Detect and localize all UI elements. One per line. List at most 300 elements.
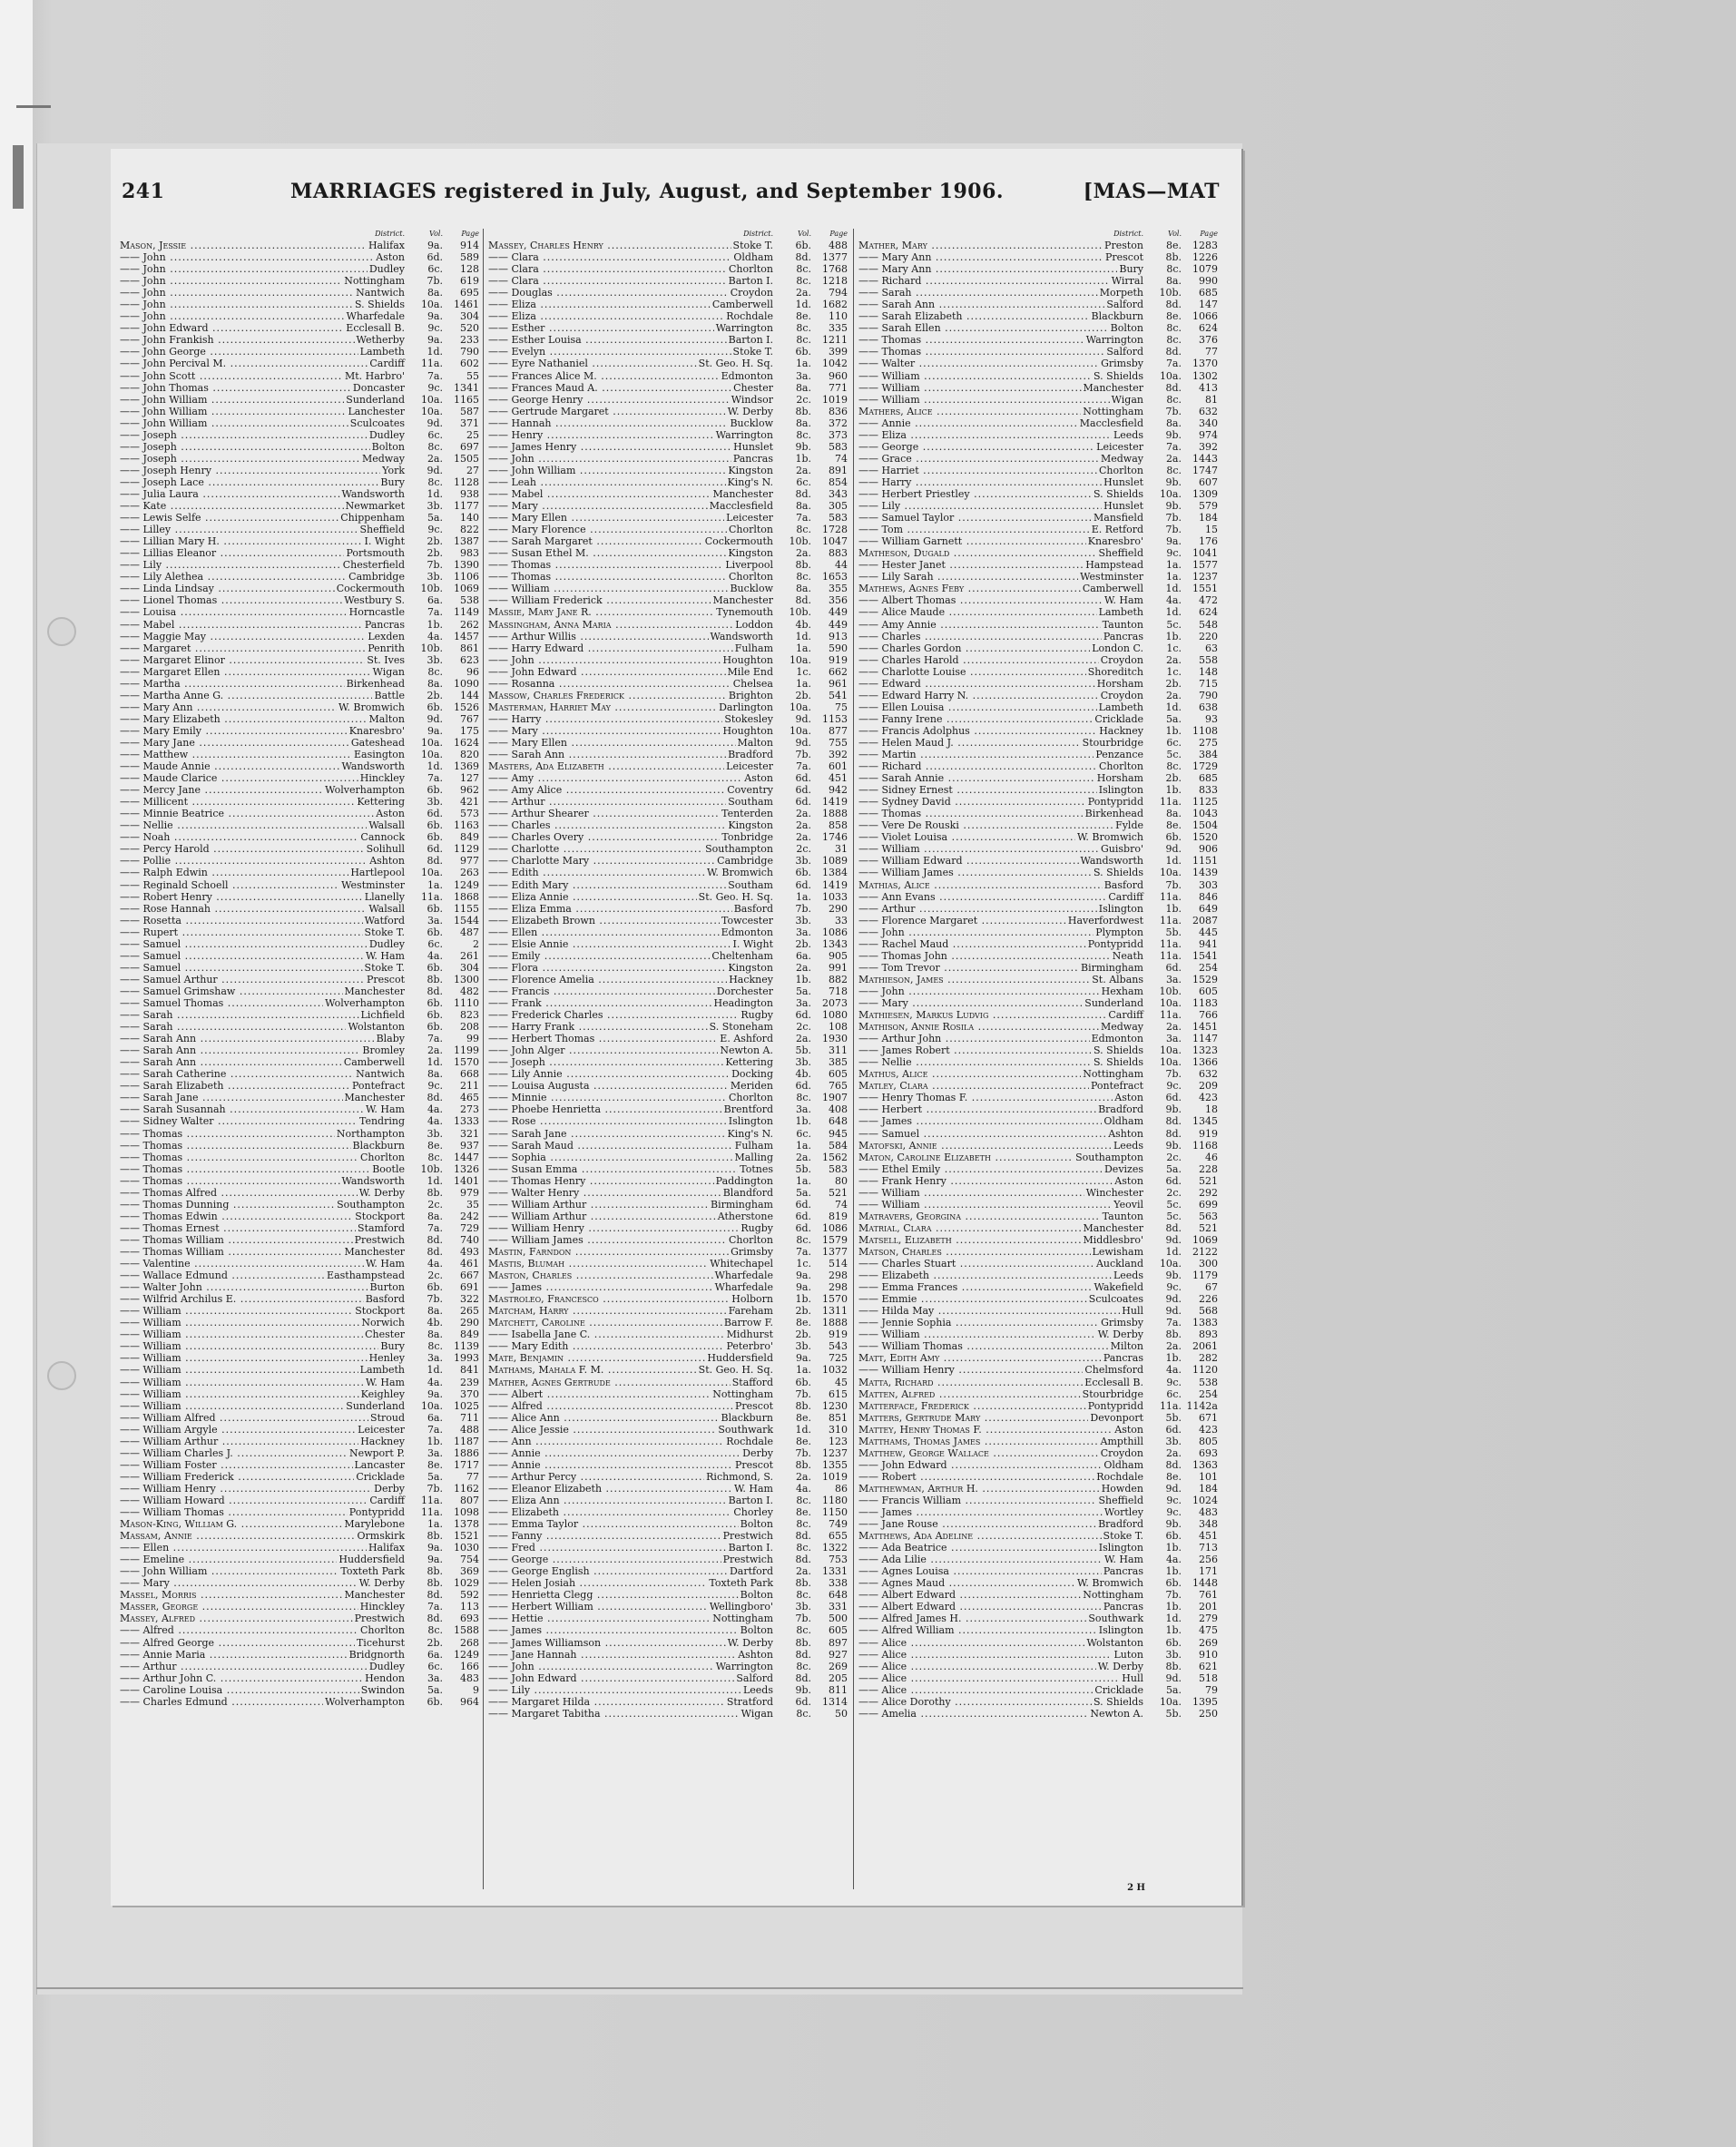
entry-page: 228 bbox=[1199, 1162, 1218, 1175]
entry-name: —— George ..... bbox=[488, 1554, 721, 1565]
entry-name: —— Gertrude Margaret ..... bbox=[488, 406, 726, 417]
entry-volume: 1b. bbox=[1165, 1565, 1182, 1578]
entry-page: 290 bbox=[829, 902, 848, 915]
entry-name: —— James ..... bbox=[488, 1624, 739, 1636]
entry-name: —— Alice ..... bbox=[858, 1649, 1112, 1661]
entry-name: —— William ..... bbox=[858, 370, 1092, 382]
register-entry bbox=[488, 974, 848, 985]
entry-page: 1155 bbox=[454, 902, 479, 915]
register-entry bbox=[120, 749, 479, 760]
register-entry bbox=[120, 891, 479, 903]
entry-name: —— William ..... bbox=[488, 583, 728, 594]
entry-volume: 10a. bbox=[1159, 1258, 1182, 1270]
entry-name: —— Samuel ..... bbox=[120, 938, 368, 950]
register-entry bbox=[858, 1459, 1218, 1471]
entry-name: —— William Henry ..... bbox=[120, 1483, 372, 1495]
entry-volume: 4b. bbox=[427, 1317, 443, 1329]
entry-district: W. Ham bbox=[1104, 1554, 1143, 1566]
entry-volume: 11a. bbox=[1159, 1009, 1182, 1022]
entry-page: 1090 bbox=[454, 677, 479, 690]
entry-district: Stoke T. bbox=[1103, 1530, 1143, 1543]
entry-volume: 2a. bbox=[795, 819, 811, 832]
entry-name: —— Eyre Nathaniel ..... bbox=[488, 358, 697, 369]
register-entry bbox=[858, 772, 1218, 784]
entry-district: Hexham bbox=[1101, 985, 1143, 997]
register-entry bbox=[858, 1103, 1218, 1115]
entry-district: Islington bbox=[728, 1115, 773, 1128]
entry-district: Cambridge bbox=[348, 571, 405, 583]
entry-volume: 5c. bbox=[1166, 618, 1182, 631]
entry-district: York bbox=[382, 464, 405, 476]
entry-volume: 9a. bbox=[1165, 535, 1182, 548]
entry-volume: 10b. bbox=[789, 606, 811, 619]
entry-volume: 1b. bbox=[1165, 724, 1182, 737]
entry-district: Bolton bbox=[371, 440, 405, 453]
entry-page: 740 bbox=[460, 1233, 479, 1246]
entry-page: 662 bbox=[829, 665, 848, 678]
entry-volume: 8b. bbox=[427, 973, 443, 985]
entry-district: Chorlton bbox=[728, 524, 773, 536]
entry-page: 46 bbox=[1205, 1151, 1218, 1163]
entry-page: 147 bbox=[1199, 299, 1218, 311]
entry-district: Wandsworth bbox=[1080, 855, 1143, 868]
entry-district: Morpeth bbox=[1099, 287, 1143, 299]
register-entry bbox=[120, 1222, 479, 1234]
entry-page: 1526 bbox=[454, 701, 479, 713]
entry-district: Yeovil bbox=[1113, 1198, 1143, 1211]
register-entry bbox=[488, 619, 848, 631]
register-entry bbox=[488, 1436, 848, 1447]
entry-name: —— Louisa Augusta ..... bbox=[488, 1080, 729, 1092]
entry-volume: 8d. bbox=[795, 1554, 811, 1566]
entry-district: Sheffield bbox=[1098, 547, 1143, 560]
entry-district: Wortley bbox=[1103, 1506, 1143, 1519]
register-entry bbox=[488, 263, 848, 275]
entry-volume: 9a. bbox=[427, 1542, 443, 1554]
entry-district: Wolstanton bbox=[1086, 1636, 1143, 1649]
entry-district: Ecclesall B. bbox=[1084, 1376, 1143, 1388]
entry-name: —— James Robert ..... bbox=[858, 1044, 1092, 1056]
entry-page: 292 bbox=[1199, 1186, 1218, 1199]
entry-district: Cockermouth bbox=[704, 535, 773, 548]
register-entry bbox=[858, 1033, 1218, 1044]
entry-page: 685 bbox=[1199, 287, 1218, 299]
entry-page: 1355 bbox=[822, 1458, 848, 1471]
entry-name: —— William Frederick ..... bbox=[488, 594, 711, 606]
entry-district: I. Wight bbox=[732, 937, 773, 950]
entry-volume: 1a. bbox=[1165, 571, 1182, 583]
register-entry bbox=[488, 1577, 848, 1589]
entry-page: 263 bbox=[460, 867, 479, 879]
register-entry bbox=[120, 571, 479, 583]
entry-volume: 6b. bbox=[1165, 831, 1182, 844]
entry-district: Leeds bbox=[1113, 1270, 1143, 1282]
entry-page: 1218 bbox=[822, 275, 848, 288]
entry-volume: 6d. bbox=[795, 1221, 811, 1234]
register-entry bbox=[120, 1624, 479, 1636]
entry-name: —— Eliza Ann ..... bbox=[488, 1495, 727, 1506]
register-entry bbox=[120, 1554, 479, 1565]
entry-volume: 8d. bbox=[795, 1530, 811, 1543]
entry-name: —— Charles Overy ..... bbox=[488, 831, 720, 843]
entry-name: —— Lily Alethea ..... bbox=[120, 571, 347, 583]
register-entry bbox=[120, 476, 479, 488]
entry-name: —— Alice Maude ..... bbox=[858, 606, 1097, 618]
register-entry bbox=[858, 1211, 1218, 1222]
entry-name: —— Florence Amelia ..... bbox=[488, 974, 727, 985]
entry-volume: 8a. bbox=[795, 500, 811, 513]
entry-page: 171 bbox=[1199, 1565, 1218, 1578]
entry-name: —— Minnie Beatrice ..... bbox=[120, 808, 374, 819]
register-entry bbox=[120, 382, 479, 394]
entry-volume: 5a. bbox=[1165, 712, 1182, 725]
register-entry bbox=[858, 1589, 1218, 1601]
entry-volume: 3b. bbox=[427, 653, 443, 666]
entry-name: —— Flora ..... bbox=[488, 962, 726, 974]
entry-page: 1868 bbox=[454, 890, 479, 903]
entry-page: 962 bbox=[460, 784, 479, 797]
entry-name: —— Thomas ..... bbox=[858, 808, 1084, 819]
entry-district: Islington bbox=[1098, 784, 1143, 797]
entry-name: —— Susan Emma ..... bbox=[488, 1163, 738, 1175]
entry-page: 1729 bbox=[1192, 760, 1218, 773]
entry-district: Wellingboro' bbox=[709, 1601, 773, 1613]
entry-volume: 9d. bbox=[427, 464, 443, 476]
register-entry bbox=[120, 1009, 479, 1021]
entry-name: —— Amelia ..... bbox=[858, 1708, 1088, 1720]
entry-volume: 10a. bbox=[420, 867, 443, 879]
entry-name: —— Thomas ..... bbox=[120, 1152, 358, 1163]
register-entry bbox=[488, 1412, 848, 1424]
entry-page: 1163 bbox=[454, 819, 479, 832]
entry-district: Basford bbox=[1103, 878, 1143, 891]
entry-page: 1149 bbox=[454, 606, 479, 619]
entry-district: King's N. bbox=[727, 1127, 773, 1140]
entry-name: —— George Henry ..... bbox=[488, 394, 730, 406]
entry-district: Wandsworth bbox=[710, 630, 773, 642]
entry-page: 790 bbox=[1199, 689, 1218, 701]
register-entry bbox=[858, 488, 1218, 500]
entry-page: 1383 bbox=[1192, 1317, 1218, 1329]
entry-volume: 1a. bbox=[795, 1174, 811, 1187]
entry-page: 81 bbox=[1205, 393, 1218, 406]
register-entry bbox=[120, 725, 479, 737]
entry-page: 754 bbox=[460, 1554, 479, 1566]
register-entry bbox=[858, 571, 1218, 583]
entry-volume: 7a. bbox=[1165, 1317, 1182, 1329]
entry-page: 974 bbox=[1199, 428, 1218, 441]
entry-page: 1151 bbox=[1192, 855, 1218, 868]
register-entry bbox=[488, 1483, 848, 1495]
entry-volume: 8d. bbox=[1165, 1115, 1182, 1128]
entry-name: Matson, Charles ..... bbox=[858, 1246, 1091, 1258]
entry-district: Birmingham bbox=[1080, 961, 1143, 974]
entry-district: Prestwich bbox=[722, 1554, 773, 1566]
register-entry bbox=[120, 500, 479, 512]
entry-district: Wandsworth bbox=[341, 487, 405, 500]
register-entry bbox=[120, 1424, 479, 1436]
register-entry bbox=[120, 962, 479, 974]
entry-volume: 1a. bbox=[795, 358, 811, 370]
entry-district: Bury bbox=[1119, 263, 1143, 276]
register-entry bbox=[120, 1400, 479, 1412]
entry-page: 372 bbox=[829, 417, 848, 429]
entry-district: Dudley bbox=[368, 428, 405, 441]
entry-name: —— Sarah ..... bbox=[120, 1021, 346, 1033]
scan-mark bbox=[13, 145, 24, 209]
entry-district: Prescot bbox=[734, 1399, 773, 1412]
register-entry bbox=[858, 1377, 1218, 1388]
entry-volume: 7b. bbox=[427, 559, 443, 572]
entry-name: Matterface, Frederick ..... bbox=[858, 1400, 1086, 1412]
entry-volume: 1a. bbox=[1165, 559, 1182, 572]
entry-volume: 8b. bbox=[427, 1565, 443, 1578]
entry-page: 226 bbox=[1199, 1293, 1218, 1306]
entry-name: —— Lily ..... bbox=[120, 559, 341, 571]
entry-volume: 6d. bbox=[795, 796, 811, 809]
register-entry bbox=[858, 1624, 1218, 1636]
entry-name: —— Thomas Alfred ..... bbox=[120, 1187, 358, 1199]
entry-district: Barton I. bbox=[728, 275, 773, 288]
register-entry bbox=[858, 275, 1218, 287]
entry-volume: 1a. bbox=[795, 677, 811, 690]
entry-page: 1042 bbox=[822, 358, 848, 370]
register-entry bbox=[120, 843, 479, 855]
entry-district: Barton I. bbox=[728, 1494, 773, 1506]
page-header bbox=[122, 180, 1220, 212]
entry-volume: 8d. bbox=[1165, 1127, 1182, 1140]
entry-page: 31 bbox=[835, 843, 848, 856]
entry-name: —— Harriet ..... bbox=[858, 465, 1097, 476]
entry-volume: 6b. bbox=[427, 831, 443, 844]
entry-volume: 4a. bbox=[427, 1258, 443, 1270]
entry-page: 685 bbox=[1199, 772, 1218, 785]
entry-page: 493 bbox=[460, 1245, 479, 1258]
entry-page: 905 bbox=[829, 949, 848, 962]
entry-volume: 10a. bbox=[420, 393, 443, 406]
entry-page: 725 bbox=[829, 1352, 848, 1365]
entry-volume: 5a. bbox=[427, 1683, 443, 1696]
entry-volume: 6d. bbox=[427, 251, 443, 264]
register-entry bbox=[858, 512, 1218, 524]
entry-name: Mathiesen, Markus Ludvig ..... bbox=[858, 1009, 1106, 1021]
entry-volume: 6d. bbox=[795, 772, 811, 785]
entry-name: —— Fred ..... bbox=[488, 1542, 727, 1554]
entry-page: 1930 bbox=[822, 1033, 848, 1045]
entry-name: —— Sarah ..... bbox=[120, 1009, 359, 1021]
entry-page: 648 bbox=[829, 1115, 848, 1128]
entry-volume: 1d. bbox=[427, 1364, 443, 1377]
entry-name: —— Emily ..... bbox=[488, 950, 710, 962]
entry-district: Preston bbox=[1104, 240, 1143, 251]
entry-volume: 3b. bbox=[795, 1601, 811, 1613]
entry-page: 127 bbox=[460, 772, 479, 785]
entry-name: —— Sarah Ann ..... bbox=[120, 1044, 360, 1056]
entry-page: 304 bbox=[460, 310, 479, 323]
entry-volume: 7a. bbox=[1165, 358, 1182, 370]
register-entry bbox=[858, 346, 1218, 358]
entry-district: Leeds bbox=[1113, 1139, 1143, 1152]
entry-volume: 1c. bbox=[1166, 642, 1182, 654]
entry-page: 80 bbox=[835, 1174, 848, 1187]
entry-volume: 1b. bbox=[1165, 630, 1182, 642]
entry-volume: 8e. bbox=[795, 1411, 811, 1424]
entry-name: —— John Edward ..... bbox=[858, 1459, 1102, 1471]
entry-name: —— Arthur Willis ..... bbox=[488, 631, 709, 642]
entry-name: —— William ..... bbox=[858, 1187, 1084, 1199]
register-entry bbox=[858, 843, 1218, 855]
entry-district: Dartford bbox=[729, 1565, 773, 1578]
register-entry bbox=[858, 926, 1218, 938]
register-entry bbox=[120, 1044, 479, 1056]
register-entry bbox=[488, 1424, 848, 1436]
entry-volume: 11a. bbox=[1159, 890, 1182, 903]
entry-name: —— Sarah Ellen ..... bbox=[858, 322, 1109, 334]
entry-volume: 10b. bbox=[420, 583, 443, 595]
register-entry bbox=[120, 1589, 479, 1601]
entry-volume: 1d. bbox=[795, 299, 811, 311]
entry-volume: 9a. bbox=[795, 1281, 811, 1294]
entry-name: —— Florence Margaret ..... bbox=[858, 915, 1066, 926]
entry-page: 805 bbox=[1199, 1435, 1218, 1447]
register-entry bbox=[120, 1601, 479, 1613]
register-entry bbox=[858, 535, 1218, 547]
entry-district: Fulham bbox=[734, 1139, 773, 1152]
register-entry bbox=[120, 690, 479, 701]
register-entry bbox=[488, 1400, 848, 1412]
entry-name: —— Pollie ..... bbox=[120, 855, 368, 867]
entry-page: 579 bbox=[1199, 500, 1218, 513]
entry-name: —— William Frederick ..... bbox=[120, 1471, 354, 1483]
entry-name: Mastin, Farndon ..... bbox=[488, 1246, 729, 1258]
entry-page: 649 bbox=[1199, 902, 1218, 915]
entry-name: —— John Edward ..... bbox=[120, 322, 344, 334]
entry-page: 451 bbox=[829, 772, 848, 785]
entry-volume: 10a. bbox=[789, 701, 811, 713]
entry-page: 1377 bbox=[822, 1245, 848, 1258]
entry-name: —— Alice ..... bbox=[858, 1637, 1084, 1649]
register-entry bbox=[488, 275, 848, 287]
entry-district: St. Albans bbox=[1092, 973, 1143, 985]
entry-volume: 6a. bbox=[427, 1648, 443, 1661]
entry-volume: 5b. bbox=[1165, 926, 1182, 938]
entry-name: —— Margaret Elinor ..... bbox=[120, 654, 365, 666]
entry-volume: 2a. bbox=[1165, 689, 1182, 701]
binder-hole bbox=[47, 617, 76, 646]
entry-name: —— Martha ..... bbox=[120, 678, 345, 690]
entry-page: 269 bbox=[829, 1660, 848, 1672]
entry-page: 242 bbox=[460, 1210, 479, 1222]
entry-name: —— Annie ..... bbox=[488, 1447, 740, 1459]
entry-name: —— Edward ..... bbox=[858, 678, 1095, 690]
entry-page: 693 bbox=[460, 1613, 479, 1625]
entry-district: Aston bbox=[376, 808, 405, 820]
entry-page: 148 bbox=[1199, 665, 1218, 678]
entry-district: Nantwich bbox=[356, 1068, 405, 1081]
register-entry bbox=[120, 737, 479, 749]
entry-name: Massel, Morris ..... bbox=[120, 1589, 343, 1601]
register-entry bbox=[120, 1033, 479, 1044]
register-entry bbox=[488, 831, 848, 843]
entry-page: 1443 bbox=[1192, 452, 1218, 465]
entry-page: 521 bbox=[1199, 1174, 1218, 1187]
entry-page: 521 bbox=[1199, 1221, 1218, 1234]
entry-district: Prestwich bbox=[354, 1233, 405, 1246]
entry-page: 1211 bbox=[822, 334, 848, 347]
register-entry bbox=[120, 855, 479, 867]
entry-district: Grimsby bbox=[731, 1245, 773, 1258]
register-entry bbox=[488, 631, 848, 642]
entry-district: Ecclesall B. bbox=[346, 322, 405, 335]
entry-name: —— Minnie ..... bbox=[488, 1092, 727, 1103]
entry-district: Tonbridge bbox=[721, 831, 773, 844]
entry-district: W. Derby bbox=[358, 1577, 405, 1590]
entry-volume: 5a. bbox=[427, 512, 443, 524]
entry-page: 695 bbox=[460, 287, 479, 299]
entry-name: —— Mary Florence ..... bbox=[488, 524, 727, 535]
entry-name: —— Lillian Mary H. ..... bbox=[120, 535, 362, 547]
entry-district: Taunton bbox=[1102, 1210, 1143, 1222]
entry-name: —— Alice Dorothy ..... bbox=[858, 1696, 1092, 1708]
register-entry bbox=[488, 476, 848, 488]
entry-name: Matravers, Georgina ..... bbox=[858, 1211, 1101, 1222]
entry-district: Pancras bbox=[1103, 630, 1143, 642]
entry-name: Massey, Charles Henry ..... bbox=[488, 240, 731, 251]
register-entry bbox=[488, 512, 848, 524]
entry-name: —— Charlotte Mary ..... bbox=[488, 855, 715, 867]
entry-district: Bradford bbox=[728, 749, 773, 761]
entry-name: —— Maude Clarice ..... bbox=[120, 772, 358, 784]
entry-name: —— Sarah Ann ..... bbox=[858, 299, 1104, 310]
entry-district: Sunderland bbox=[346, 393, 405, 406]
entry-district: Islington bbox=[1098, 1542, 1143, 1554]
entry-name: —— Alice ..... bbox=[858, 1661, 1096, 1672]
entry-district: Pancras bbox=[1103, 1565, 1143, 1578]
entry-volume: 2b. bbox=[427, 689, 443, 701]
entry-district: Docking bbox=[731, 1068, 773, 1081]
entry-page: 487 bbox=[460, 926, 479, 938]
entry-name: —— Thomas ..... bbox=[120, 1163, 370, 1175]
entry-page: 587 bbox=[460, 405, 479, 417]
entry-page: 964 bbox=[460, 1695, 479, 1708]
entry-volume: 3b. bbox=[795, 1056, 811, 1069]
entry-name: —— Thomas John ..... bbox=[858, 950, 1111, 962]
entry-name: —— Frederick Charles ..... bbox=[488, 1009, 739, 1021]
entry-volume: 9b. bbox=[1165, 1139, 1182, 1152]
entry-name: —— Leah ..... bbox=[488, 476, 726, 488]
entry-district: Manchester bbox=[344, 1245, 405, 1258]
entry-name: —— Alice ..... bbox=[858, 1684, 1093, 1696]
entry-district: Dudley bbox=[368, 1660, 405, 1672]
entry-district: Darlington bbox=[719, 701, 773, 713]
register-entry bbox=[488, 429, 848, 441]
register-entry bbox=[488, 310, 848, 322]
entry-page: 373 bbox=[829, 428, 848, 441]
register-entry bbox=[858, 1495, 1218, 1506]
entry-volume: 2a. bbox=[795, 464, 811, 476]
entry-volume: 6b. bbox=[427, 1281, 443, 1294]
entry-name: —— William ..... bbox=[120, 1388, 359, 1400]
entry-page: 945 bbox=[829, 1127, 848, 1140]
entry-volume: 1d. bbox=[1165, 583, 1182, 595]
entry-volume: 3b. bbox=[427, 1127, 443, 1140]
entry-page: 1451 bbox=[1192, 1021, 1218, 1034]
register-entry bbox=[488, 1140, 848, 1152]
entry-district: Horncastle bbox=[348, 606, 405, 619]
register-entry bbox=[488, 547, 848, 559]
entry-district: Chester bbox=[365, 1328, 405, 1341]
entry-volume: 7a. bbox=[427, 1033, 443, 1045]
